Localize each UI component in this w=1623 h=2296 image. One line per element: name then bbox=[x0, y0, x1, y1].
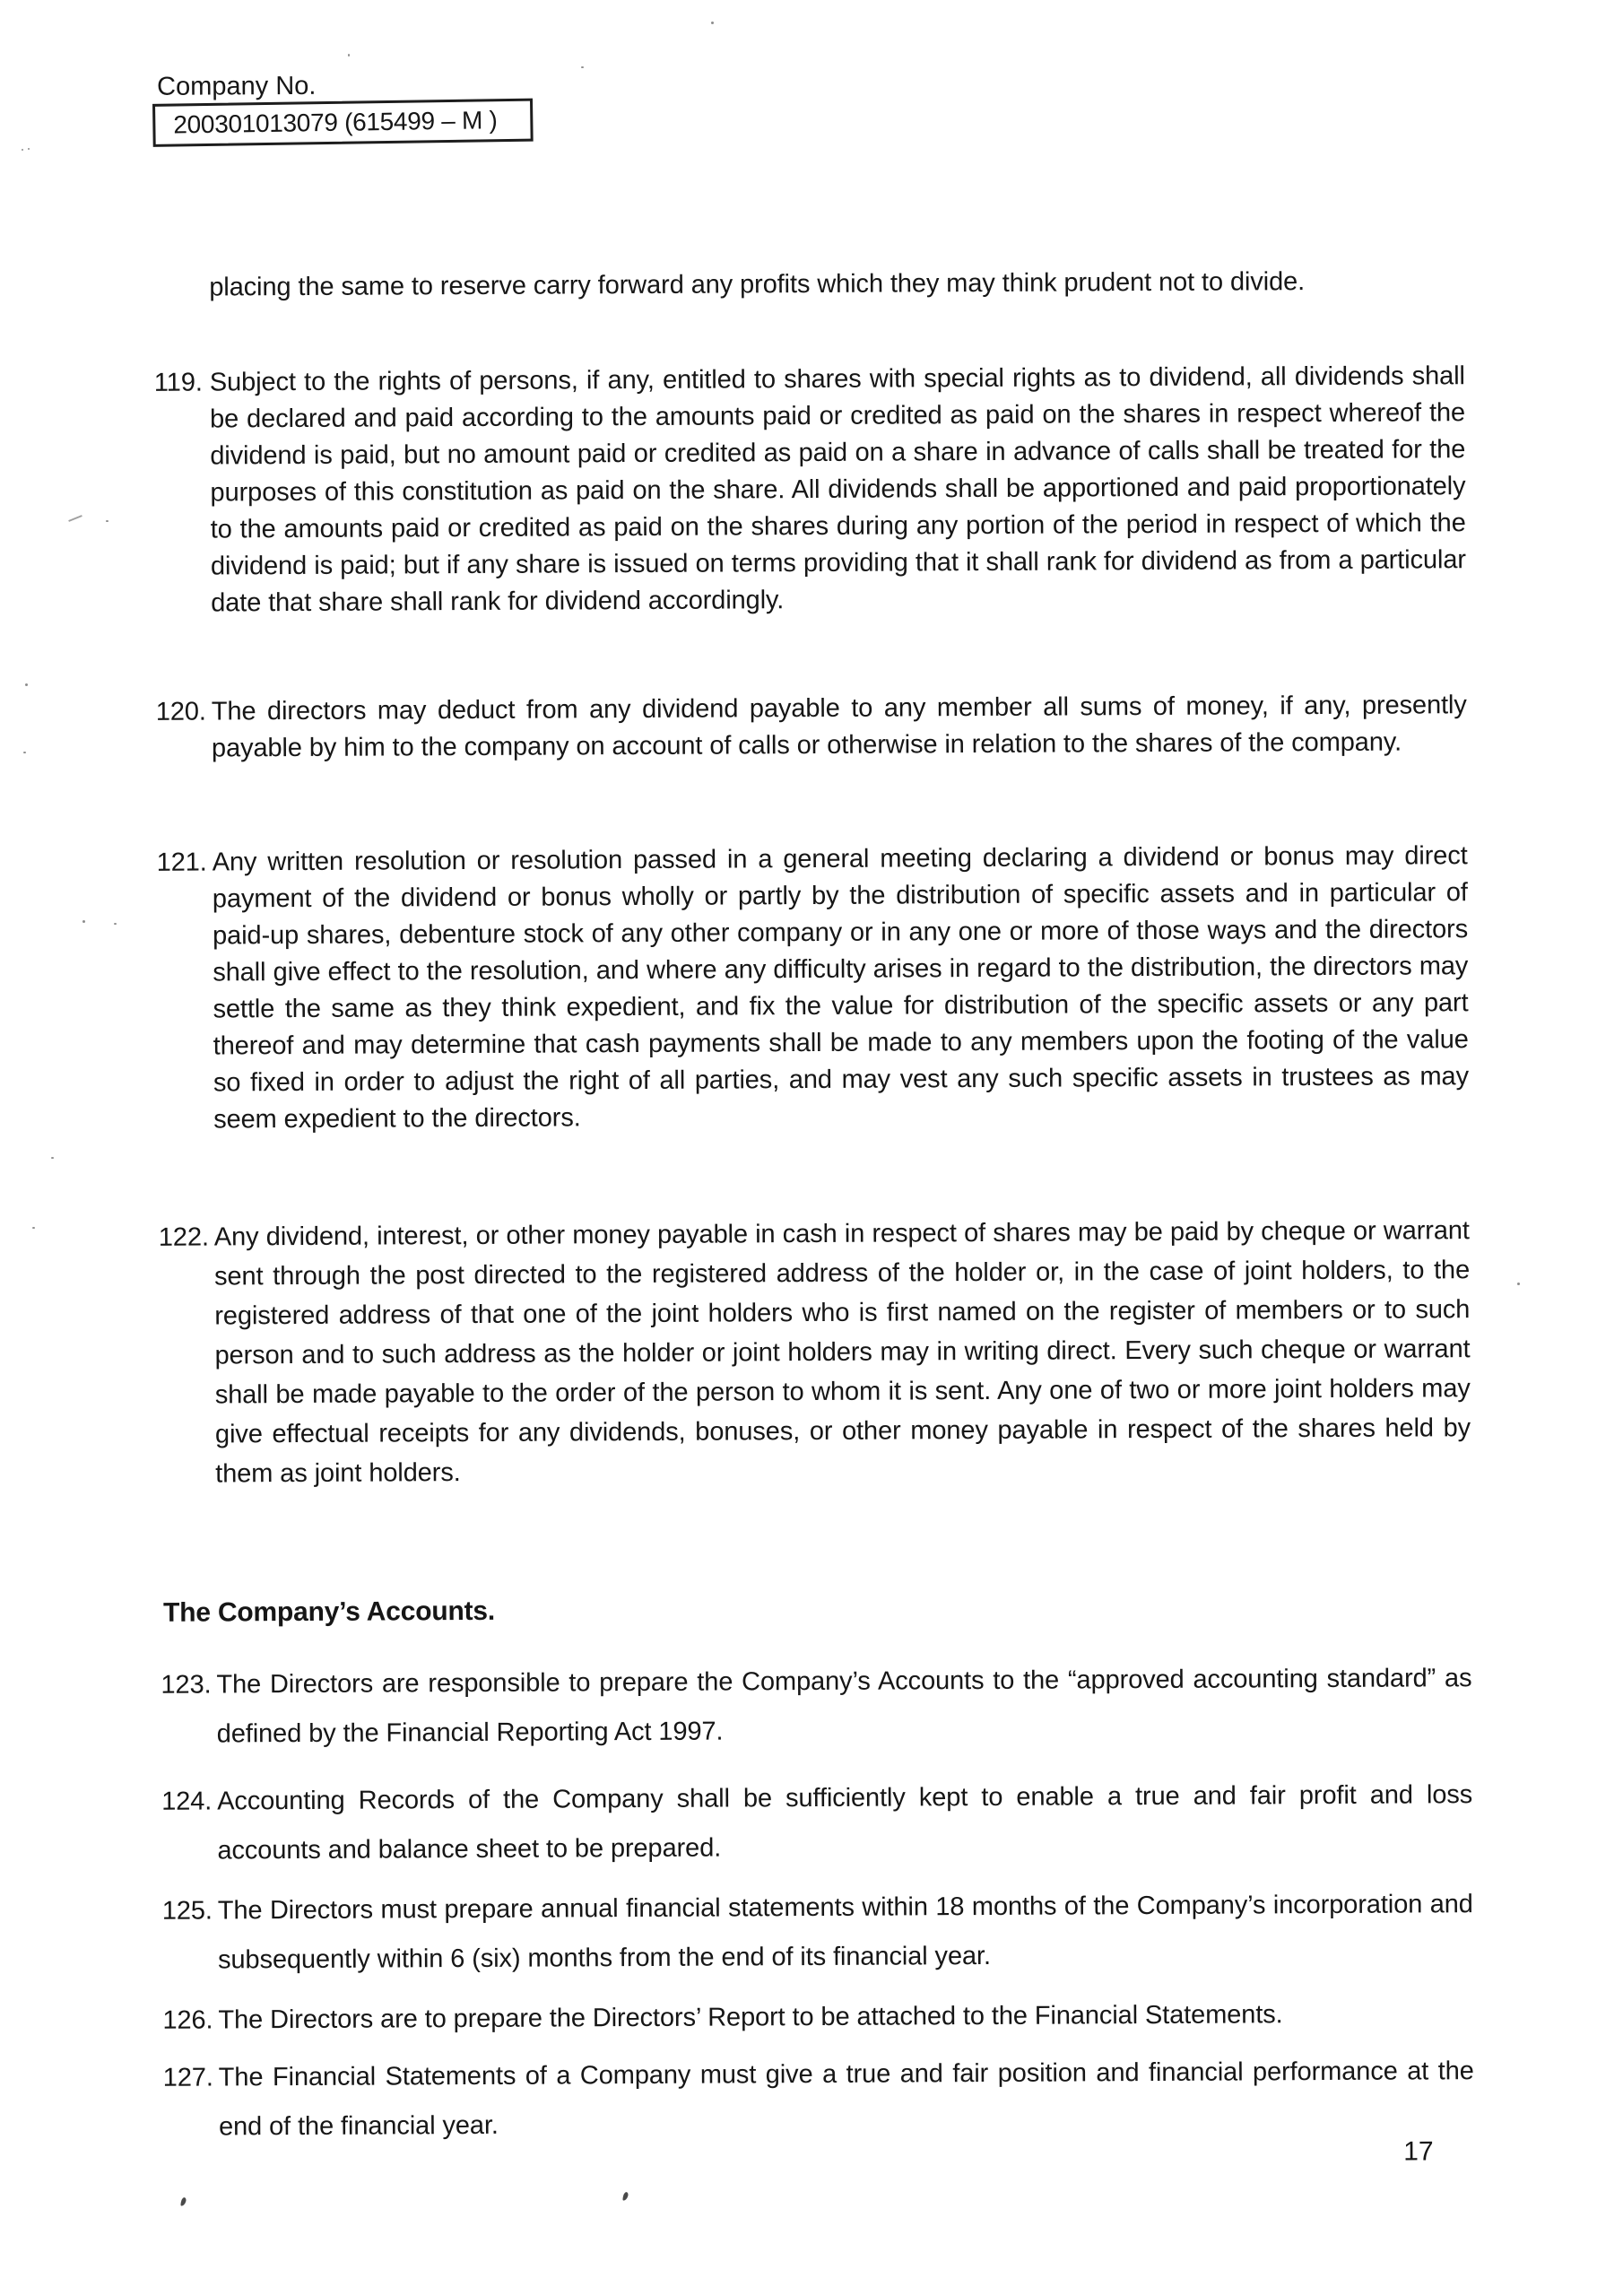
clause-number: 126. bbox=[162, 2005, 213, 2035]
clause-123 bbox=[161, 1654, 1472, 1760]
company-no-label: Company No. bbox=[157, 71, 317, 101]
clause-number: 125. bbox=[161, 1896, 213, 1926]
scan-speckle bbox=[348, 54, 350, 57]
clause-number: 119. bbox=[153, 368, 203, 397]
scan-speckle bbox=[106, 520, 108, 522]
clause-126 bbox=[162, 1989, 1473, 2046]
scan-speckle bbox=[23, 752, 26, 753]
scan-speckle bbox=[28, 148, 30, 150]
scan-speckle bbox=[1517, 1283, 1520, 1285]
clause-text: Any dividend, interest, or other money payable in cash in respect of shares may be paid by cheque or warrant sent through the post directed to the registered address of the holder or, in the case of joint holders, to the registered address of that one of the joint holders who is first named on the register of members or to such person and to such address as the holder or joint holders may in writing direct. Every such cheque or warrant shall be made payable to the order of the person to whom it is sent. Any one of two or more joint holders may give effectual receipts for any dividends, bonuses, or other money payable in respect of the shares held by them as joint holders. bbox=[213, 1216, 1471, 1489]
company-no-value: 200301013079 (615499 – M ) bbox=[173, 106, 498, 139]
clause-124 bbox=[161, 1770, 1473, 1876]
clause-text: The directors may deduct from any dividend payable to any member all sums of money, if any, presently payable by him to the company on account of calls or otherwise in relation to the shares of the company. bbox=[211, 691, 1467, 763]
scan-speckle bbox=[581, 66, 584, 68]
scan-speckle bbox=[711, 22, 714, 24]
continuation-paragraph: placing the same to reserve carry forward any profits which they may think prudent not to divide. bbox=[209, 267, 1306, 302]
clause-127 bbox=[163, 2047, 1475, 2152]
clause-text: The Directors are to prepare the Directors’ Report to be attached to the Financial Statements. bbox=[218, 2000, 1283, 2035]
clause-number: 127. bbox=[162, 2063, 213, 2092]
clause-121 bbox=[157, 838, 1470, 1139]
clause-number: 121. bbox=[156, 848, 207, 877]
clause-119 bbox=[154, 358, 1466, 622]
clause-text: The Directors are responsible to prepare the Company’s Accounts to the “approved accounting standard” as defined by the Financial Reporting Act 1997. bbox=[216, 1664, 1472, 1749]
clause-text: Accounting Records of the Company shall be sufficiently kept to enable a true and fair profit and loss accounts and balance sheet to be prepared. bbox=[217, 1780, 1473, 1866]
scan-speckle bbox=[51, 1157, 54, 1159]
clause-text: Subject to the rights of persons, if any, entitled to shares with special rights as to dividend, all dividends shall be declared and paid according to the amounts paid or credited as paid on the shares in respect whereof the dividend is paid, but no amount paid or credited as paid on a share in advance of calls shall be treated for the purposes of this constitution as paid on the share. All dividends shall be apportioned and paid proportionately to the amounts paid or credited as paid on the shares during any portion of the period in respect of which the dividend is paid; but if any share is issued on terms providing that it shall rank for dividend as from a particular date that share shall rank for dividend accordingly. bbox=[209, 361, 1467, 618]
clause-number: 124. bbox=[161, 1787, 213, 1816]
clause-125 bbox=[162, 1880, 1474, 1986]
clause-text: The Directors must prepare annual financial statements within 18 months of the Company’s incorporation and subsequently within 6 (six) months from the end of its financial year. bbox=[217, 1890, 1473, 1975]
scan-speckle bbox=[82, 920, 85, 923]
scan-speckle bbox=[25, 683, 28, 686]
scan-speckle bbox=[22, 149, 23, 151]
clause-text: Any written resolution or resolution passed in a general meeting declaring a dividend or bonus may direct payment of the dividend or bonus wholly or partly by the distribution of specific assets and in particular of paid-up shares, debenture stock of any other company or in any one or more of those ways and the directors shall give effect to the resolution, and where any difficulty arises in regard to the distribution, the directors may settle the same as they think expedient, and fix the value for distribution of the specific assets or any part thereof and may determine that cash payments shall be made to any members upon the footing of the value so fixed in order to adjust the right of all parties, and may vest any such specific assets in trustees as may seem expedient to the directors. bbox=[212, 841, 1470, 1135]
section-heading: The Company’s Accounts. bbox=[162, 1596, 496, 1628]
scan-speckle bbox=[114, 923, 117, 925]
company-no-box bbox=[152, 99, 534, 147]
clause-120 bbox=[156, 687, 1467, 768]
scan-speckle bbox=[32, 1227, 35, 1229]
clause-122 bbox=[159, 1211, 1471, 1494]
page-number: 17 bbox=[1403, 2136, 1434, 2167]
clause-text: The Financial Statements of a Company must give a true and fair position and financial performance at the end of the financial year. bbox=[218, 2057, 1474, 2142]
clause-number: 122. bbox=[158, 1222, 209, 1252]
clause-number: 123. bbox=[161, 1670, 212, 1700]
clause-number: 120. bbox=[155, 697, 206, 726]
